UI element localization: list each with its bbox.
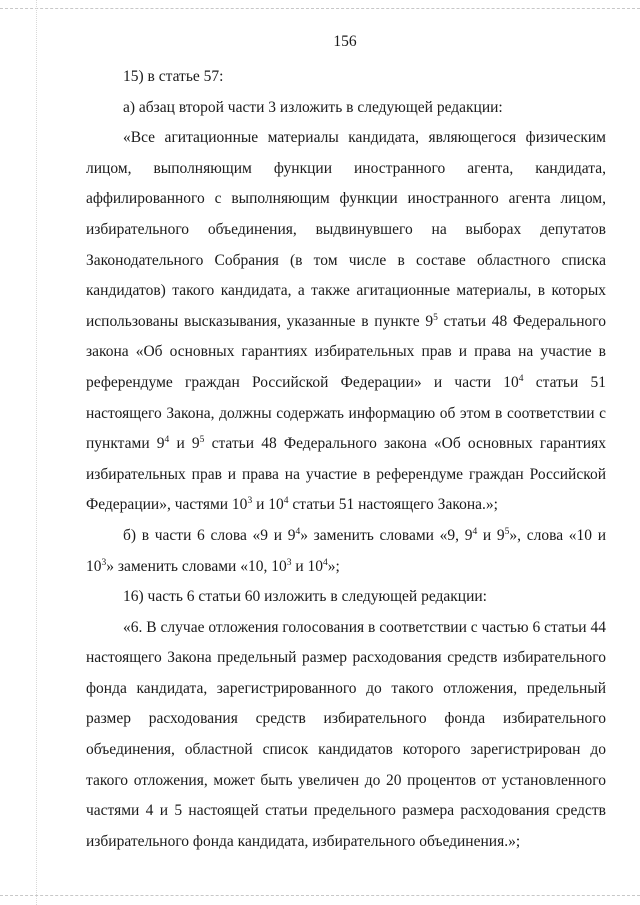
quote-1-text: и 9 <box>169 435 200 453</box>
amended-paragraph-article-57 <box>86 123 606 521</box>
quote-1-text: и 10 <box>252 496 284 514</box>
item-15b-text: б) в части 6 слова «9 и 9 <box>123 526 296 544</box>
superscript: 5 <box>433 312 438 323</box>
page-number: 156 <box>333 33 357 50</box>
scan-edge-left <box>36 0 37 905</box>
quote-1-text: «Все агитационные материалы кандидата, являющегося физическим лицом, выполняющим функции иностранного агента, кандидата, аффилированного с выполняющим функции иностранного агента лицом, избирательного объединения, выдвинувшего на выборах депутатов Законодательного Собрания (в том числе в составе областного списка кандидатов) такого кандидата, а также агитационные материалы, в которых использованы высказывания, указанные в пункте 9 <box>86 129 606 330</box>
item-15b-amendment <box>86 521 606 582</box>
item-15b-text: » заменить словами «9, 9 <box>300 526 473 544</box>
superscript: 4 <box>323 557 328 568</box>
item-15b-text: и 9 <box>477 526 505 544</box>
scan-edge-bottom <box>0 895 640 896</box>
superscript: 4 <box>472 526 478 537</box>
quote-1-text: статьи 48 Федерального закона «Об основных гарантиях избирательных прав и права на участие в референдуме граждан Российской Федерации», частями 10 <box>86 435 606 514</box>
item-15-heading: 15) в статье 57: <box>123 68 224 85</box>
scan-edge-top <box>0 8 640 9</box>
superscript: 4 <box>283 496 289 507</box>
item-16-heading: 16) часть 6 статьи 60 изложить в следующей редакции: <box>123 588 487 606</box>
superscript: 3 <box>286 557 292 568</box>
superscript: 4 <box>164 435 170 446</box>
quote-1-text: статьи 51 настоящего Закона, должны содержать информацию об этом в соответствии с пунктами 9 <box>86 373 606 453</box>
amended-paragraph-article-60: «6. В случае отложения голосования в соответствии с частью 6 статьи 44 настоящего Закона предельный размер расходования средств избирательного фонда кандидата, зарегистрированного до такого отложения, предельный размер расходования средств избирательного фонда избирательного объединения, областной список кандидатов которого зарегистрирован до такого отложения, может быть увеличен до 20 процентов от установленного частями 4 и 5 настоящей статьи предельного размера расходования средств избирательного фонда кандидата, избирательного объединения.»; <box>86 618 606 850</box>
superscript: 4 <box>295 526 301 537</box>
item-15b-text: »; <box>327 557 340 575</box>
superscript: 3 <box>101 557 107 568</box>
item-15b-text: и 10 <box>291 557 324 575</box>
superscript: 5 <box>504 526 510 537</box>
quote-1-text: статьи 51 настоящего Закона.»; <box>288 496 498 514</box>
item-15b-text: » заменить словами «10, 10 <box>106 557 287 575</box>
superscript: 4 <box>518 373 524 384</box>
superscript: 5 <box>199 435 205 446</box>
superscript: 3 <box>247 496 253 507</box>
document-body <box>86 62 606 857</box>
quote-1-text: статьи 48 Федерального закона «Об основных гарантиях избирательных прав и права на участие в референдуме граждан Российской Федерации» и части 10 <box>86 312 607 391</box>
item-15b-text: », слова «10 и 10 <box>86 526 607 575</box>
item-15a-instruction: а) абзац второй части 3 изложить в следующей редакции: <box>123 98 503 116</box>
